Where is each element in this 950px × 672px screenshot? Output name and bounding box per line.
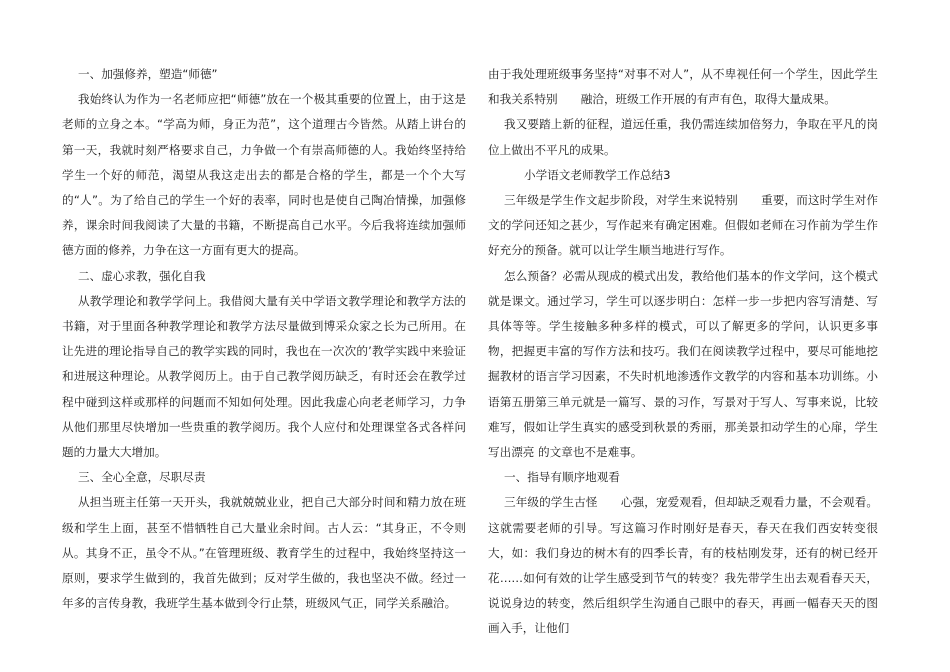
- section-heading-2: 二、虚心求教，强化自我: [78, 268, 206, 283]
- paragraph-grade-three: 三年级是学生作文起步阶段，对学生来说特别 重要，而这时学生对作文的学问还知之甚少，写作起来有确定困难。但假如老师在习作前为学生作好充分的预备。就可以让学生顺当地进行写作。: [488, 193, 878, 258]
- paragraph-observation: 三年级的学生古怪 心强，宠爱观看，但却缺乏观看力量，不会观看。这就需要老师的引导。写这篇习作时刚好是春天，春天在我们西安转变很大，如：我们身边的树木有的四季长青，有的枝枯刚发芽，还有的树已经开花……如何有效的让学生感受到节气的转变？我先带学生出去观看春天天，说说身边的转变，然后组织学生沟通自己眼中的春天，再画一幅春天天的图画入手，让他们: [488, 495, 878, 636]
- left-column: [62, 62, 466, 616]
- paragraph-duty: 从担当班主任第一天开头，我就兢兢业业，把自己大部分时间和精力放在班级和学生上面，甚至不惜牺牲自己大量业余时间。古人云：“其身正，不令则从。其身不正，虽令不从。”在管理班级、教育学生的过程中，我始终坚持这一原则，要求学生做到的，我首先做到；反对学生做的，我也坚决不做。经过一年多的言传身教，我班学生基本做到令行止禁，班级风气正，同学关系融洽。: [62, 495, 466, 611]
- paragraph-learning: 从教学理论和教学学问上。我借阅大量有关中学语文教学理论和教学方法的书籍，对于里面各种教学理论和教学方法尽量做到博采众家之长为己所用。在让先进的理论指导自己的教学实践的同时，我也在一次次的’教学实践中来验证和进展这种理论。从教学阅历上。由于自己教学阅历缺乏，有时还会在教学过程中碰到这样或那样的问题而不知如何处理。因此我虚心向老老师学习，力争从他们那里尽快增加一些贵重的教学阅历。我个人应付和处理课堂各式各样问题的力量大大增加。: [62, 293, 466, 460]
- paragraph-outlook: 我又要踏上新的征程，道远任重，我仍需连续加倍努力，争取在平凡的岗位上做出不平凡的成果。: [488, 117, 878, 157]
- right-column: [488, 62, 878, 642]
- paragraph-continuation: 由于我处理班级事务坚持“对事不对人”，从不卑视任何一个学生，因此学生和我关系特别 融洽，班级工作开展的有声有色，取得大量成果。: [488, 67, 878, 107]
- section-heading-3: 三、全心全意，尽职尽责: [78, 470, 206, 485]
- paragraph-moral: 我始终认为作为一名老师应把“师德”放在一个极其重要的位置上，由于这是老师的立身之本。“学高为师，身正为范”，这个道理古今皆然。从踏上讲台的第一天，我就时刻严格要求自己，力争做一个有崇高师德的人。我始终坚持给学生一个好的师范，渴望从我这走出去的都是合格的学生，都是一个个大写的“人”。为了给自己的学生一个好的表率，同时也是使自己陶冶情操，加强修养，课余时间我阅读了大量的书籍，不断提高自己水平。今后我将连续加强师德方面的修养，力争在这一方面有更大的提高。: [62, 92, 466, 258]
- paragraph-preparation: 怎么预备？必需从现成的模式出发，教给他们基本的作文学问，这个模式就是课文。通过学习，学生可以逐步明白：怎样一步一步把内容写清楚、写具体等等。学生接触多种多样的模式，可以了解更多的学问，认识更多事物，把握更丰富的写作方法和技巧。我们在阅读教学过程中，要尽可能地挖掘教材的语言学习因素，不失时机地渗透作文教学的内容和基本功训练。小语第五册第三单元就是一篇写、景的习作，写景对于写人、写事来说，比较难写，假如让学生真实的感受到秋景的秀丽，那美景扣动学生的心扉，学生写出漂亮 的文章也不是难事。: [488, 268, 878, 460]
- section-heading-1: 一、加强修养，塑造“师德”: [78, 67, 218, 81]
- document-title: 小学语文老师教学工作总结3: [524, 167, 671, 182]
- section-heading-observe: 一、指导有顺序地观看: [504, 470, 620, 485]
